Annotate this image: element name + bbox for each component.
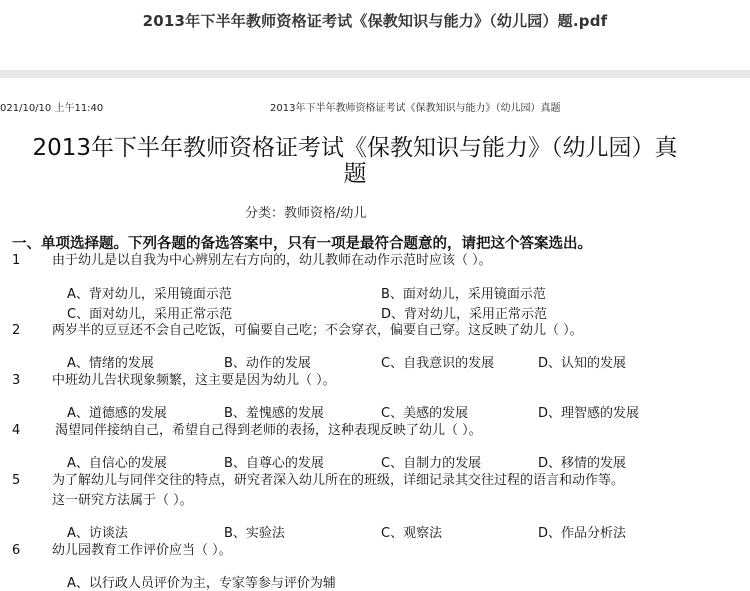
viewer-page-gap (0, 70, 750, 78)
question-text-line-1: 为了解幼儿与同伴交往的特点，研究者深入幼儿所在的班级，详细记录其交往过程的语言和动作等。 (52, 473, 625, 488)
pdf-viewer-toolbar (0, 0, 750, 70)
question-option: A、自信心的发展 (67, 456, 167, 471)
question-text: 两岁半的豆豆还不会自己吃饭，可偏要自己吃；不会穿衣，偏要自己穿。这反映了幼儿（ ）。 (52, 323, 583, 338)
question-text: 中班幼儿告状现象频繁，这主要是因为幼儿（ ）。 (52, 373, 336, 388)
question-option: A、以行政人员评价为主，专家等参与评价为辅 (67, 576, 336, 591)
question-option: B、动作的发展 (224, 356, 311, 371)
pdf-page (0, 78, 750, 590)
question-option: A、背对幼儿，采用镜面示范 (67, 287, 232, 302)
print-date: 021/10/10 上午11:40 (0, 103, 104, 114)
section-heading: 一、单项选择题。下列各题的备选答案中，只有一项是最符合题意的，请把这个答案选出。 (12, 236, 592, 252)
document-title (0, 135, 710, 187)
question-number: 4 (12, 423, 21, 438)
question-text: 渴望同伴接纳自己，希望自己得到老师的表扬，这种表现反映了幼儿（ ）。 (55, 423, 482, 438)
question-option: D、背对幼儿，采用正常示范 (381, 307, 548, 322)
question-number: 5 (12, 473, 21, 488)
file-title: 2013年下半年教师资格证考试《保教知识与能力》（幼儿园）题.pdf (142, 12, 608, 30)
question-option: D、移情的发展 (538, 456, 627, 471)
question-option: C、面对幼儿，采用正常示范 (67, 307, 233, 322)
document-title-line-1: 2013年下半年教师资格证考试《保教知识与能力》（幼儿园）真 (32, 135, 678, 161)
question-number: 3 (12, 373, 21, 388)
document-title-line-2: 题 (343, 161, 367, 187)
running-header: 2013年下半年教师资格证考试《保教知识与能力》（幼儿园）真题 (270, 103, 561, 114)
question-number: 2 (12, 323, 21, 338)
question-text: 由于幼儿是以自我为中心辨别左右方向的，幼儿教师在动作示范时应该（ ）。 (52, 253, 492, 268)
category-label: 分类：教师资格/幼儿 (245, 206, 367, 221)
question-option: B、自尊心的发展 (224, 456, 324, 471)
question-option: C、观察法 (381, 526, 443, 541)
question-option: C、自制力的发展 (381, 456, 482, 471)
question-option: C、自我意识的发展 (381, 356, 495, 371)
question-option: C、美感的发展 (381, 406, 469, 421)
question-option: D、作品分析法 (538, 526, 627, 541)
question-option: B、羞愧感的发展 (224, 406, 324, 421)
question-option: A、道德感的发展 (67, 406, 167, 421)
question-text-line-2: 这一研究方法属于（ ）。 (52, 493, 193, 508)
question-option: A、访谈法 (67, 526, 128, 541)
question-number: 1 (12, 253, 21, 268)
question-option: B、实验法 (224, 526, 285, 541)
question-option: A、情绪的发展 (67, 356, 154, 371)
question-option: D、认知的发展 (538, 356, 627, 371)
question-option: B、面对幼儿，采用镜面示范 (381, 287, 546, 302)
question-text: 幼儿园教育工作评价应当（ ）。 (52, 543, 232, 558)
question-number: 6 (12, 543, 21, 558)
question-option: D、理智感的发展 (538, 406, 640, 421)
